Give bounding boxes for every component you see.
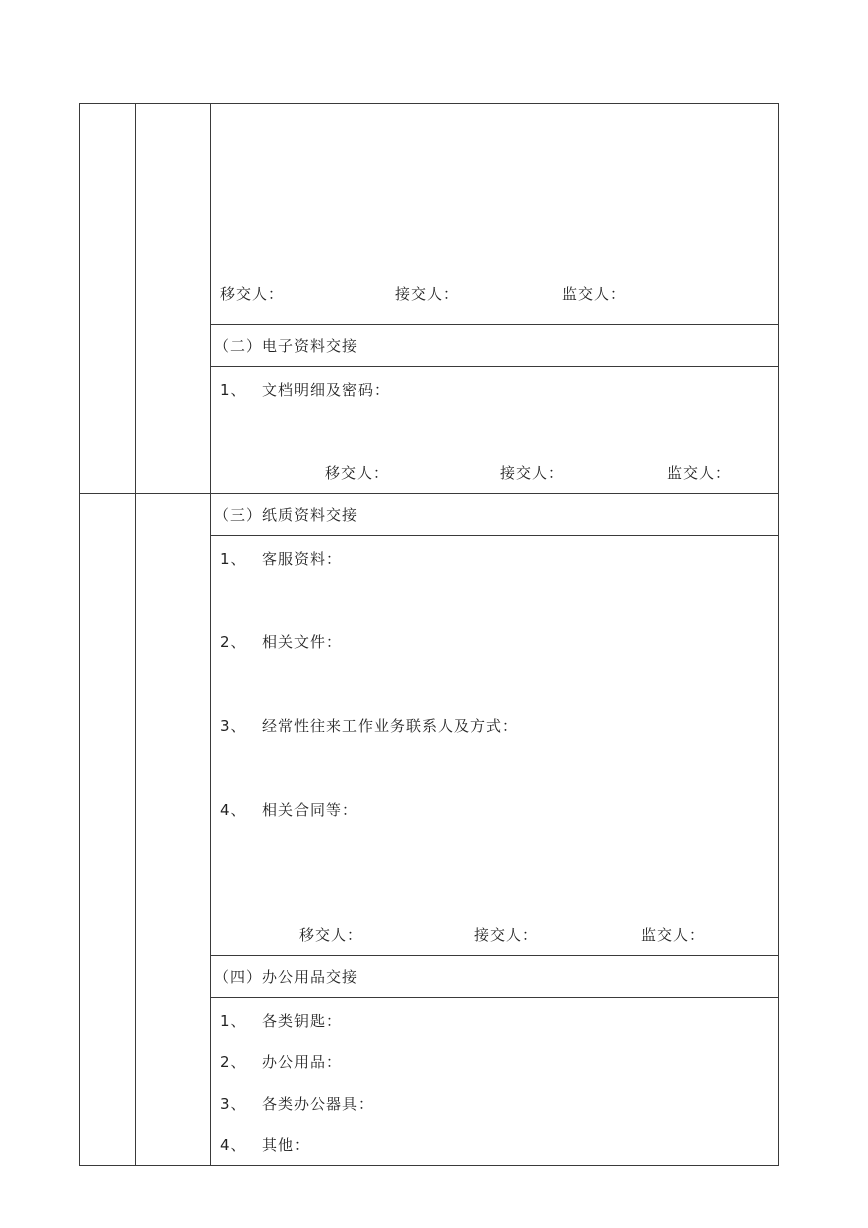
item-number: 4、 bbox=[220, 801, 247, 819]
receiver-label: 接交人： bbox=[474, 926, 539, 944]
table-border-top bbox=[79, 103, 779, 104]
section-title-office-supplies: （四）办公用品交接 bbox=[214, 968, 359, 986]
row-divider bbox=[210, 366, 779, 367]
item-label: 各类钥匙： bbox=[262, 1012, 343, 1030]
item-label: 经常性往来工作业务联系人及方式： bbox=[262, 717, 519, 735]
item-number: 2、 bbox=[220, 1053, 247, 1071]
supervisor-label: 监交人： bbox=[667, 464, 732, 482]
row-divider bbox=[210, 535, 779, 536]
receiver-label: 接交人： bbox=[395, 285, 460, 303]
item-label: 办公用品： bbox=[262, 1053, 343, 1071]
row-divider bbox=[210, 324, 779, 325]
item-label: 各类办公器具： bbox=[262, 1095, 375, 1113]
section-title-paper: （三）纸质资料交接 bbox=[214, 506, 359, 524]
transferor-label: 移交人： bbox=[299, 926, 364, 944]
item-label: 相关合同等： bbox=[262, 801, 359, 819]
supervisor-label: 监交人： bbox=[641, 926, 706, 944]
item-number: 1、 bbox=[220, 550, 247, 568]
item-number: 3、 bbox=[220, 717, 247, 735]
item-number: 4、 bbox=[220, 1136, 247, 1154]
table-border-bottom bbox=[79, 1165, 779, 1166]
transferor-label: 移交人： bbox=[220, 285, 285, 303]
receiver-label: 接交人： bbox=[500, 464, 565, 482]
item-label: 客服资料： bbox=[262, 550, 343, 568]
transferor-label: 移交人： bbox=[325, 464, 390, 482]
item-number: 1、 bbox=[220, 381, 247, 399]
item-label: 文档明细及密码： bbox=[262, 381, 391, 399]
row-divider bbox=[210, 997, 779, 998]
column-divider-2 bbox=[210, 103, 211, 1166]
supervisor-label: 监交人： bbox=[562, 285, 627, 303]
item-label: 其他： bbox=[262, 1136, 311, 1154]
item-label: 相关文件： bbox=[262, 633, 343, 651]
item-number: 2、 bbox=[220, 633, 247, 651]
item-number: 3、 bbox=[220, 1095, 247, 1113]
row-divider bbox=[210, 955, 779, 956]
section-title-electronic: （二）电子资料交接 bbox=[214, 337, 359, 355]
row-divider bbox=[79, 493, 779, 494]
table-border-left bbox=[79, 103, 80, 1166]
item-number: 1、 bbox=[220, 1012, 247, 1030]
column-divider-1 bbox=[135, 103, 136, 1166]
table-border-right bbox=[778, 103, 779, 1166]
